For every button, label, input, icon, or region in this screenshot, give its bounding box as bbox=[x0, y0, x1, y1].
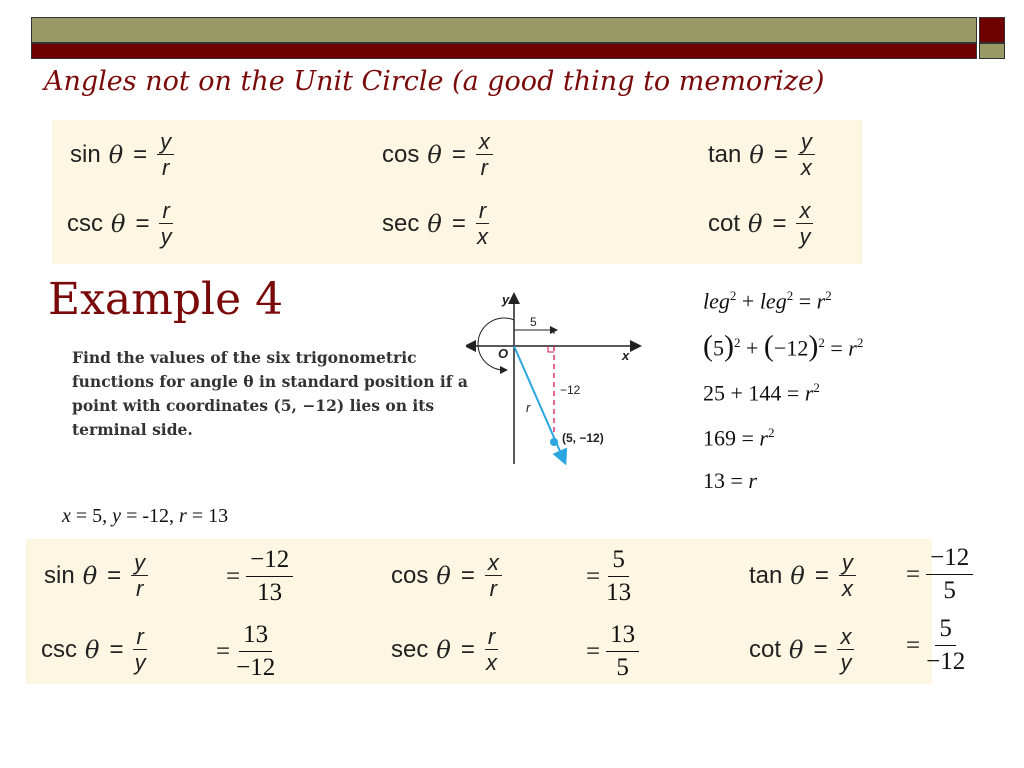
sin-definition bbox=[70, 131, 174, 179]
csc-value bbox=[216, 619, 275, 684]
theta-symbol: θ bbox=[749, 141, 764, 169]
numerator: y bbox=[798, 131, 815, 155]
ratio-fraction bbox=[131, 552, 148, 600]
operator: + bbox=[741, 288, 755, 314]
sin-ratio bbox=[44, 552, 148, 600]
work-line-1 bbox=[703, 288, 832, 314]
function-name: cot bbox=[749, 636, 782, 663]
denominator: x bbox=[800, 155, 812, 180]
tan-definition bbox=[708, 131, 815, 179]
vertical-leg-label: −12 bbox=[560, 383, 581, 397]
exponent: 2 bbox=[856, 335, 864, 350]
page-title: Angles not on the Unit Circle (a good thing to memorize) bbox=[44, 66, 825, 97]
equals-sign: = bbox=[814, 562, 829, 589]
theta-symbol: θ bbox=[111, 210, 126, 238]
ratio-fraction bbox=[796, 200, 813, 248]
function-name: sec bbox=[382, 210, 420, 237]
equals-sign: = bbox=[133, 141, 148, 168]
y-value: = -12, bbox=[126, 505, 175, 527]
denominator: r bbox=[135, 576, 144, 601]
cos-ratio bbox=[391, 552, 502, 600]
equals-sign: = bbox=[135, 210, 150, 237]
term: leg bbox=[703, 288, 730, 314]
equals-sign: = bbox=[772, 210, 787, 237]
numerator: 13 bbox=[239, 619, 272, 652]
banner-corner-square-bottom bbox=[979, 43, 1005, 59]
cos-value bbox=[586, 544, 631, 609]
denominator: 5 bbox=[616, 654, 629, 681]
exponent: 2 bbox=[825, 288, 832, 303]
sin-value bbox=[226, 544, 293, 609]
cos-definition bbox=[382, 131, 493, 179]
operator: = bbox=[830, 335, 843, 361]
equals-sign: = bbox=[586, 562, 601, 590]
point-marker bbox=[550, 438, 558, 446]
r-value: = 13 bbox=[191, 505, 229, 527]
sec-value bbox=[586, 619, 639, 684]
ratio-fraction bbox=[837, 626, 854, 674]
denominator: y bbox=[799, 224, 811, 249]
function-name: tan bbox=[708, 141, 742, 168]
equals-sign: = bbox=[226, 562, 241, 590]
denominator: x bbox=[476, 224, 488, 249]
exponent: 2 bbox=[734, 335, 741, 350]
theta-symbol: θ bbox=[108, 141, 124, 169]
ratio-fraction bbox=[485, 552, 502, 600]
function-name: cos bbox=[382, 141, 420, 168]
horizontal-leg-label: 5 bbox=[530, 315, 537, 329]
equals-sign: = bbox=[460, 562, 475, 589]
value-fraction bbox=[606, 619, 639, 684]
numerator: x bbox=[837, 626, 854, 650]
problem-statement: Find the values of the six trigonometric functions for angle θ in standard position if a point with coordinates (5, −12) lies on its terminal side. bbox=[72, 348, 468, 439]
numerator: y bbox=[131, 552, 148, 576]
angle-arc bbox=[478, 318, 514, 370]
function-name: cot bbox=[708, 210, 741, 237]
denominator: −12 bbox=[926, 648, 966, 675]
numerator: r bbox=[476, 200, 489, 224]
value-fraction bbox=[926, 613, 965, 678]
expression: 25 + 144 = bbox=[703, 380, 800, 406]
denominator: −12 bbox=[236, 654, 276, 681]
denominator: x bbox=[485, 650, 497, 675]
cot-ratio bbox=[749, 626, 854, 674]
term: leg bbox=[759, 288, 787, 314]
cot-value bbox=[906, 613, 965, 678]
banner-corner-square-top bbox=[979, 17, 1005, 43]
point-label: (5, −12) bbox=[562, 431, 604, 445]
numerator: y bbox=[157, 131, 174, 155]
ratio-fraction bbox=[476, 200, 489, 248]
term: r bbox=[759, 425, 768, 451]
expression: 169 = bbox=[703, 425, 754, 451]
denominator: r bbox=[489, 576, 497, 601]
denominator: y bbox=[134, 650, 146, 675]
work-line-2: $(5)^2 + (-12)^2 = r^2$ bbox=[703, 329, 864, 363]
term: r bbox=[848, 335, 857, 361]
numerator: −12 bbox=[926, 542, 973, 575]
y-variable: y bbox=[112, 505, 122, 527]
ratio-fraction bbox=[798, 131, 815, 179]
value-fraction bbox=[926, 542, 973, 607]
theta-symbol: θ bbox=[82, 562, 98, 590]
denominator: y bbox=[840, 650, 852, 675]
expression: 13 = bbox=[703, 468, 743, 493]
equals-sign: = bbox=[216, 637, 231, 665]
numerator: −12 bbox=[246, 544, 293, 577]
example-heading: Example 4 bbox=[48, 274, 284, 325]
exponent: 2 bbox=[729, 288, 737, 303]
denominator: y bbox=[160, 224, 172, 249]
r-variable: r bbox=[179, 505, 187, 527]
banner-top-bar bbox=[31, 17, 977, 43]
function-name: tan bbox=[749, 562, 783, 589]
x-value: = 5, bbox=[75, 505, 108, 527]
equals-sign: = bbox=[586, 637, 601, 665]
hypotenuse-label: r bbox=[526, 400, 531, 415]
coordinate-summary bbox=[62, 505, 228, 528]
theta-symbol: θ bbox=[85, 636, 100, 664]
y-axis-label: y bbox=[502, 292, 510, 307]
sec-definition bbox=[382, 200, 489, 248]
banner-bottom-bar bbox=[31, 43, 977, 59]
theta-symbol: θ bbox=[789, 636, 804, 664]
tan-ratio bbox=[749, 552, 856, 600]
term: r bbox=[804, 380, 814, 406]
denominator: 5 bbox=[943, 577, 956, 604]
operator: = bbox=[798, 288, 812, 314]
exponent: 2 bbox=[767, 425, 775, 440]
term: r bbox=[748, 468, 757, 493]
numerator: r bbox=[159, 200, 172, 224]
theta-symbol: θ bbox=[427, 210, 442, 238]
csc-definition bbox=[67, 200, 173, 248]
equals-sign: = bbox=[813, 636, 828, 663]
theta-symbol: θ bbox=[436, 636, 451, 664]
function-name: cos bbox=[391, 562, 429, 589]
term: −12 bbox=[773, 335, 809, 361]
operator: + bbox=[746, 335, 759, 361]
work-line-4 bbox=[703, 425, 774, 451]
numerator: 13 bbox=[606, 619, 639, 652]
denominator: 13 bbox=[257, 579, 283, 606]
term: 5 bbox=[713, 335, 724, 361]
numerator: 5 bbox=[608, 544, 629, 577]
equals-sign: = bbox=[451, 210, 466, 237]
right-angle-mark bbox=[548, 346, 554, 352]
numerator: r bbox=[485, 626, 498, 650]
equals-sign: = bbox=[906, 631, 921, 659]
exponent: 2 bbox=[786, 288, 794, 303]
exponent: 2 bbox=[813, 380, 820, 395]
ratio-fraction bbox=[133, 626, 146, 674]
coordinate-diagram bbox=[466, 290, 646, 470]
theta-symbol: θ bbox=[790, 562, 805, 590]
term: r bbox=[816, 288, 826, 314]
function-name: sin bbox=[70, 141, 101, 168]
numerator: y bbox=[839, 552, 856, 576]
definitions-panel bbox=[52, 120, 862, 264]
value-fraction bbox=[606, 544, 631, 609]
function-name: sin bbox=[44, 562, 75, 589]
ratio-fraction bbox=[476, 131, 493, 179]
values-panel bbox=[26, 539, 970, 684]
exponent: 2 bbox=[818, 335, 825, 350]
csc-ratio bbox=[41, 626, 147, 674]
equals-sign: = bbox=[451, 141, 466, 168]
origin-label: O bbox=[498, 346, 509, 361]
equals-sign: = bbox=[109, 636, 124, 663]
value-fraction bbox=[246, 544, 293, 609]
numerator: x bbox=[476, 131, 493, 155]
equals-sign: = bbox=[906, 560, 921, 588]
tan-value bbox=[906, 542, 973, 607]
numerator: r bbox=[133, 626, 146, 650]
x-axis-label: x bbox=[622, 348, 630, 363]
equals-sign: = bbox=[773, 141, 788, 168]
x-variable: x bbox=[62, 505, 71, 527]
work-line-5 bbox=[703, 468, 757, 494]
equals-sign: = bbox=[107, 562, 122, 589]
numerator: x bbox=[796, 200, 813, 224]
numerator: x bbox=[485, 552, 502, 576]
denominator: r bbox=[161, 155, 170, 180]
theta-symbol: θ bbox=[748, 210, 763, 238]
equals-sign: = bbox=[460, 636, 475, 663]
ratio-fraction bbox=[839, 552, 856, 600]
function-name: csc bbox=[41, 636, 77, 663]
theta-symbol: θ bbox=[436, 562, 451, 590]
value-fraction bbox=[236, 619, 275, 684]
cot-definition bbox=[708, 200, 813, 248]
function-name: csc bbox=[67, 210, 103, 237]
ratio-fraction bbox=[159, 200, 172, 248]
theta-symbol: θ bbox=[427, 141, 442, 169]
function-name: sec bbox=[391, 636, 429, 663]
sec-ratio bbox=[391, 626, 498, 674]
denominator: r bbox=[480, 155, 488, 180]
denominator: x bbox=[841, 576, 853, 601]
numerator: 5 bbox=[935, 613, 956, 646]
ratio-fraction bbox=[485, 626, 498, 674]
ratio-fraction bbox=[157, 131, 174, 179]
work-line-3 bbox=[703, 380, 820, 406]
denominator: 13 bbox=[606, 579, 632, 606]
